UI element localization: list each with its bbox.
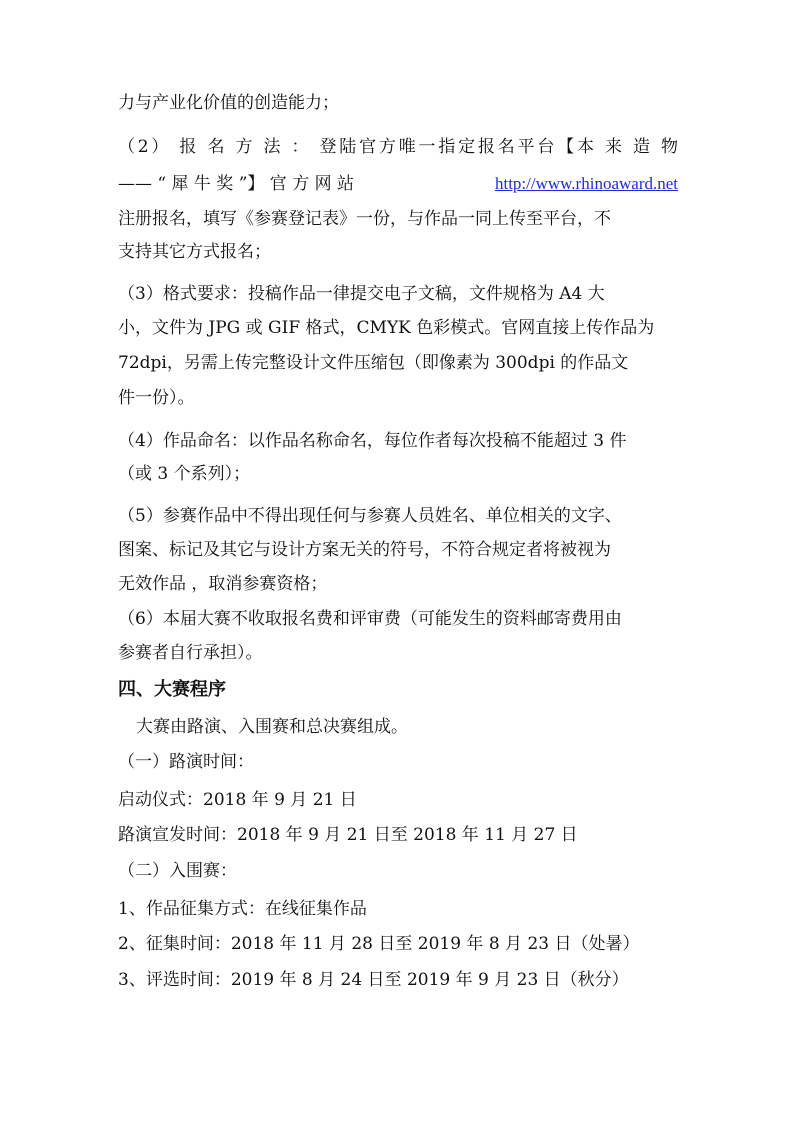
roadshow-subheading: （一）路演时间： <box>118 752 254 772</box>
fee-rule-line-1: （6）本届大赛不收取报名费和评审费（可能发生的资料邮寄费用由 <box>118 609 622 629</box>
anonymity-rule-line-3: 无效作品 ，取消参赛资格； <box>118 574 328 594</box>
anonymity-rule-line-1: （5）参赛作品中不得出现任何与参赛人员姓名、单位相关的文字、 <box>118 506 622 526</box>
judging-period: 3、评选时间：2019 年 8 月 24 日至 2019 年 9 月 23 日（秋分） <box>118 970 629 990</box>
paragraph-text: 力与产业化价值的创造能力； <box>118 93 339 113</box>
competition-intro: 大赛由路演、入围赛和总决赛组成。 <box>136 717 408 737</box>
naming-rule-line-1: （4）作品命名：以作品名称命名，每位作者每次投稿不能超过 3 件 <box>118 431 627 451</box>
registration-method-line-4: 支持其它方式报名； <box>118 242 271 262</box>
naming-rule-line-2: （或 3 个系列）； <box>118 464 251 484</box>
format-requirement-line-4: 件一份）。 <box>118 388 195 408</box>
anonymity-rule-line-2: 图案、标记及其它与设计方案无关的符号，不符合规定者将被视为 <box>118 540 611 560</box>
registration-method-line-1: （2） 报 名 方 法 ： 登陆官方唯一指定报名平台【本 来 造 物 <box>118 137 678 157</box>
official-site-label: —— “ 犀 牛 奖 ”】 官 方 网 站 <box>118 174 355 194</box>
collection-method: 1、作品征集方式：在线征集作品 <box>118 899 367 919</box>
roadshow-period: 路演宣发时间：2018 年 9 月 21 日至 2018 年 11 月 27 日 <box>118 825 578 845</box>
fee-rule-line-2: 参赛者自行承担）。 <box>118 643 263 663</box>
launch-ceremony-date: 启动仪式：2018 年 9 月 21 日 <box>118 790 357 810</box>
section-heading: 四、大赛程序 <box>118 679 226 700</box>
registration-method-line-2 <box>118 172 678 196</box>
collection-period: 2、征集时间：2018 年 11 月 28 日至 2019 年 8 月 23 日（处暑） <box>118 934 640 954</box>
format-requirement-line-1: （3）格式要求：投稿作品一律提交电子文稿，文件规格为 A4 大 <box>118 284 605 304</box>
format-requirement-line-2: 小，文件为 JPG 或 GIF 格式，CMYK 色彩模式。官网直接上传作品为 <box>118 318 655 338</box>
registration-method-line-3: 注册报名，填写《参赛登记表》一份，与作品一同上传至平台，不 <box>118 209 611 229</box>
shortlist-subheading: （二）入围赛： <box>118 861 237 881</box>
format-requirement-line-3: 72dpi，另需上传完整设计文件压缩包（即像素为 300dpi 的作品文 <box>118 353 629 373</box>
official-site-link[interactable]: http://www.rhinoaward.net <box>494 174 678 193</box>
